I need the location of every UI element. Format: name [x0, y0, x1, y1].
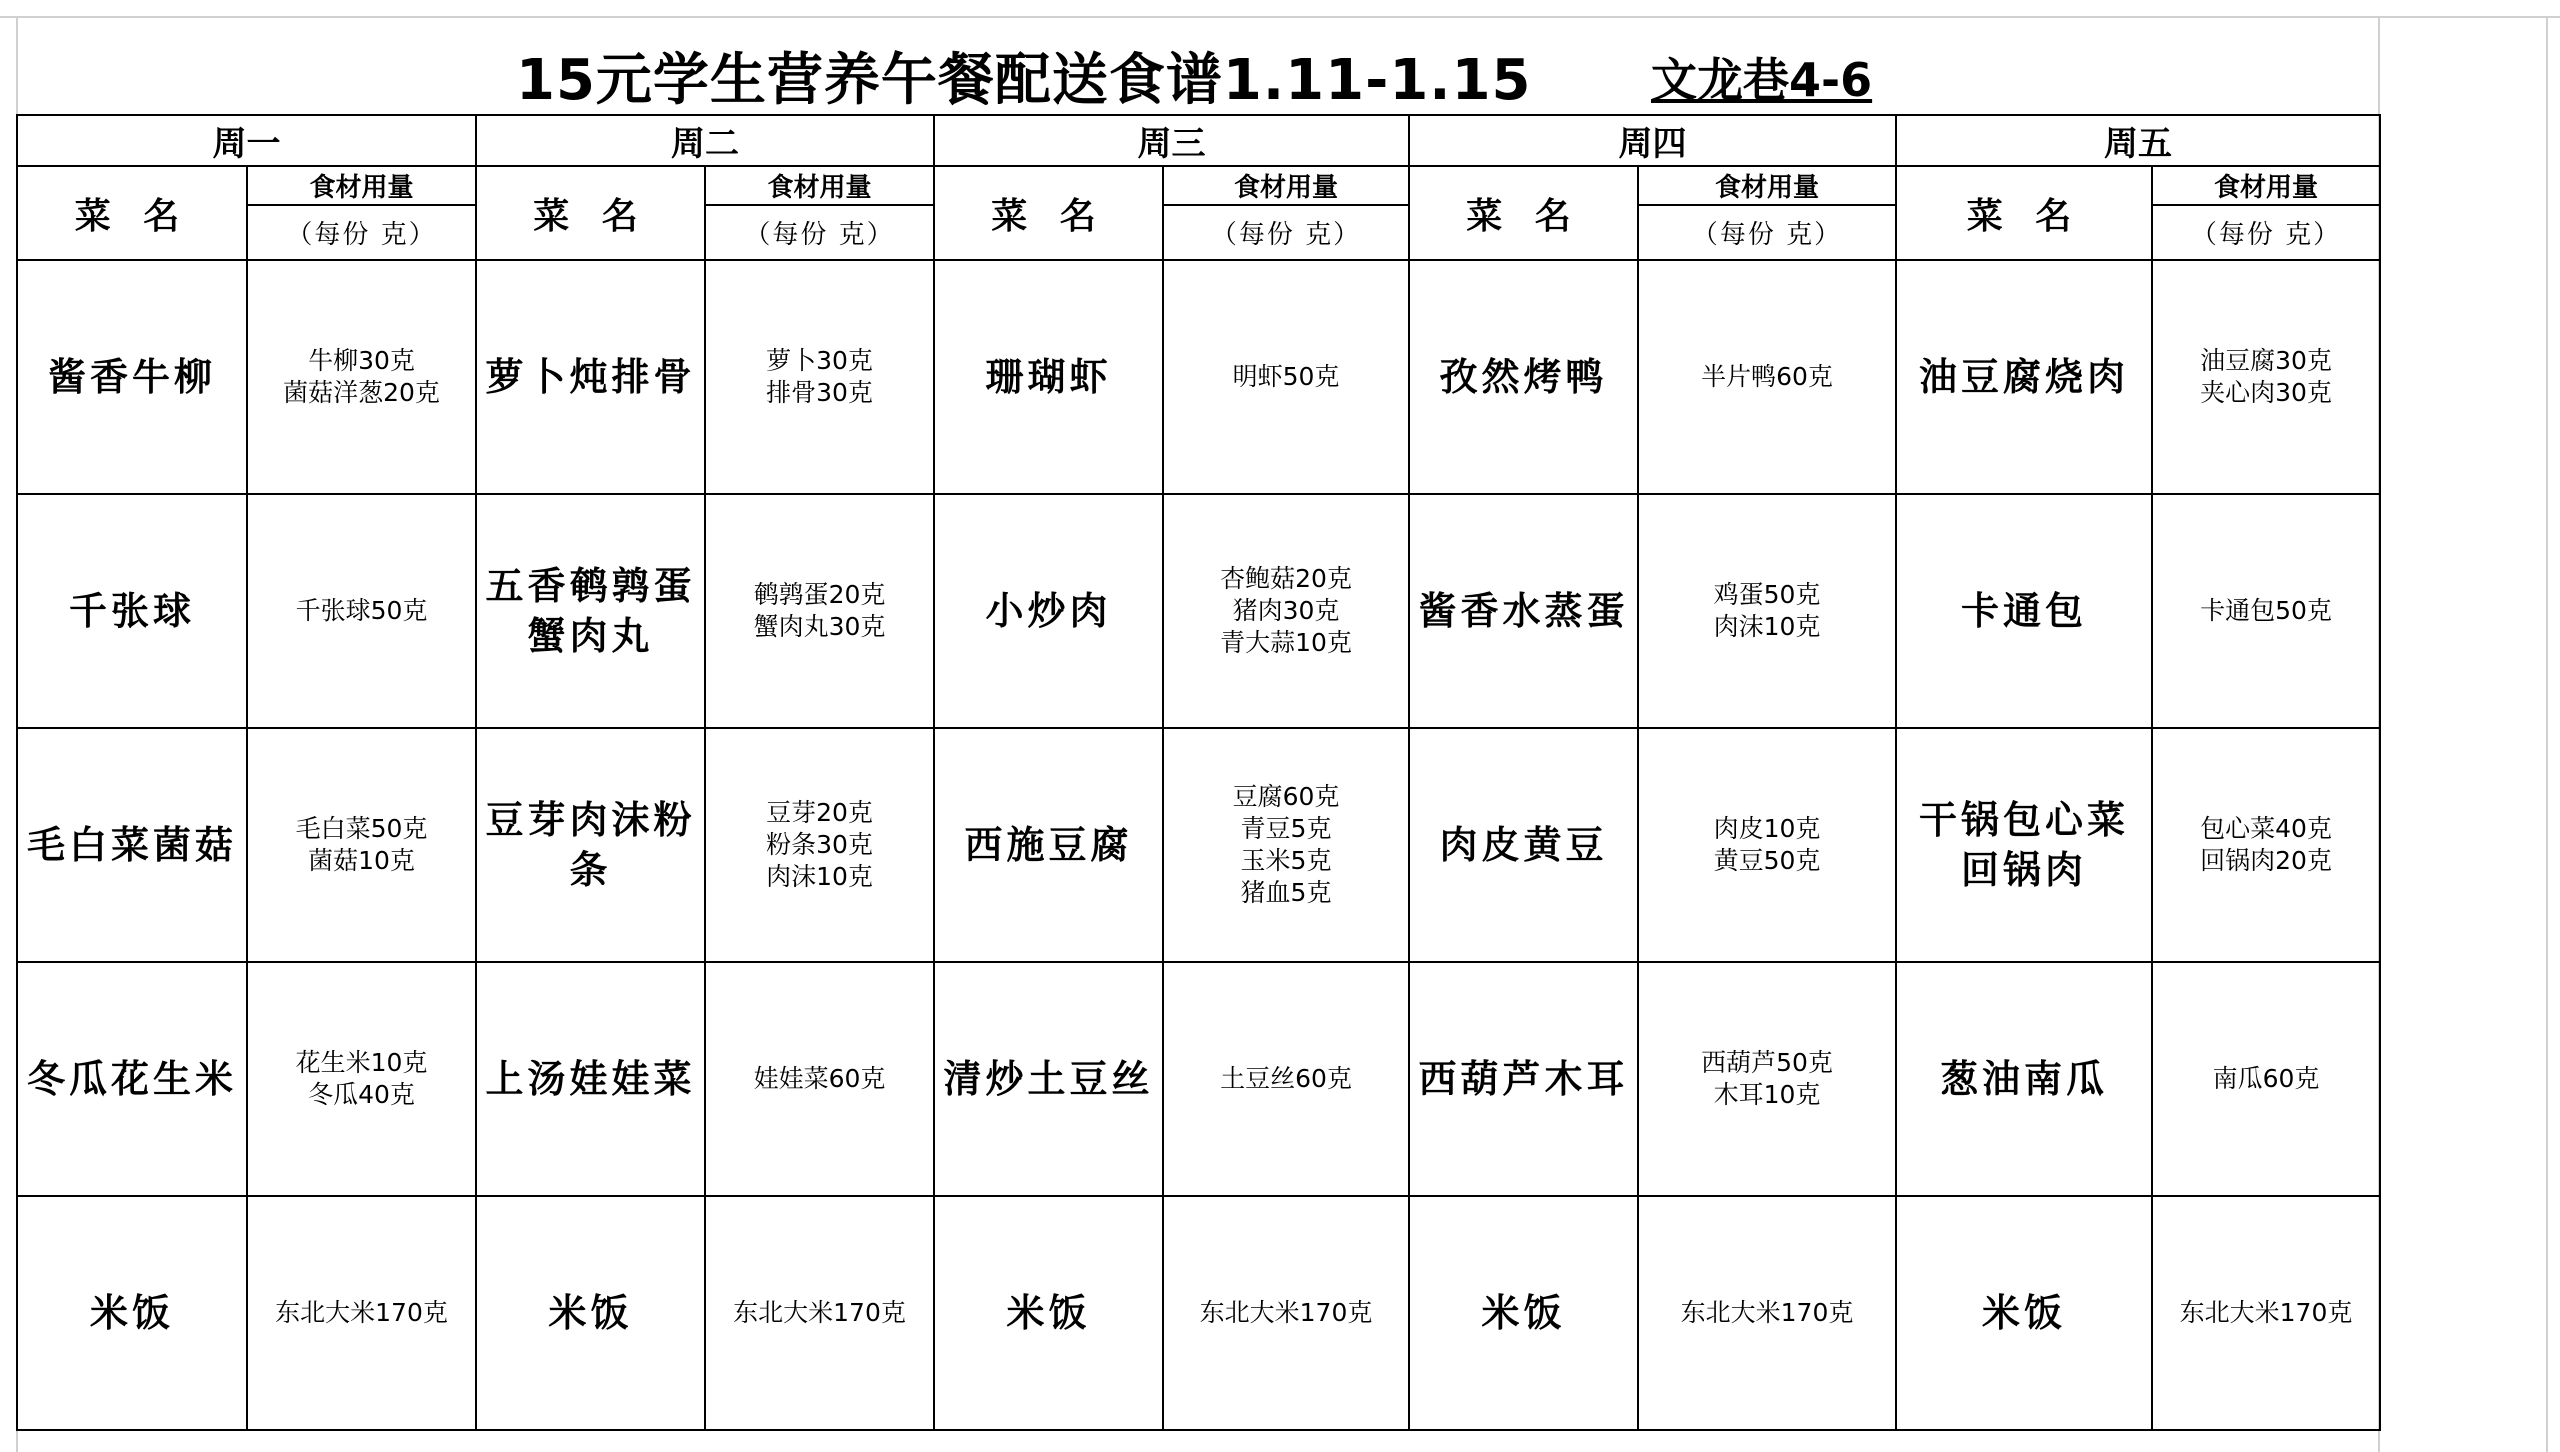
dish-name — [476, 962, 705, 1196]
ingredient-item: 肉沫10克 — [1713, 612, 1821, 641]
ingredient-amount-header: 食材用量 — [247, 166, 476, 205]
ingredient-list — [1638, 1196, 1896, 1430]
ingredient-item: 卡通包50克 — [2200, 596, 2332, 625]
dish-name — [1409, 1196, 1638, 1430]
day-header-row — [17, 115, 2380, 166]
ingredient-item: 鹌鹑蛋20克 — [753, 580, 886, 609]
ingredient-item: 黄豆50克 — [1713, 846, 1821, 875]
ingredient-list — [1638, 962, 1896, 1196]
dish-name-line: 条 — [569, 848, 612, 892]
ingredient-item: 包心菜40克 — [2200, 814, 2332, 843]
dish-name-line: 毛白菜菌菇 — [26, 823, 237, 867]
ingredient-item: 东北大米170克 — [275, 1298, 448, 1327]
ingredient-item: 毛白菜50克 — [295, 814, 428, 843]
dish-row — [17, 494, 2380, 728]
ingredient-item: 东北大米170克 — [2179, 1298, 2353, 1327]
dish-name — [476, 494, 705, 728]
dish-name-line: 千张球 — [68, 589, 195, 633]
ingredient-amount-header: 食材用量 — [1638, 166, 1896, 205]
ingredient-list — [2152, 962, 2380, 1196]
dish-name-line: 回锅肉 — [1960, 848, 2087, 892]
dish-row — [17, 962, 2380, 1196]
dish-name-line: 酱香水蒸蛋 — [1418, 589, 1629, 633]
dish-name-line: 肉皮黄豆 — [1439, 823, 1608, 867]
ingredient-item: 杏鲍菇20克 — [1220, 564, 1352, 593]
ingredient-item: 东北大米170克 — [1680, 1298, 1854, 1327]
ingredient-item: 木耳10克 — [1713, 1080, 1821, 1109]
dish-name-line: 干锅包心菜 — [1918, 798, 2129, 842]
dish-name-header: 菜 名 — [17, 166, 247, 260]
ingredient-list — [2152, 728, 2380, 962]
ingredient-list — [1163, 260, 1409, 494]
ingredient-list — [705, 1196, 934, 1430]
dish-name-header: 菜 名 — [1896, 166, 2152, 260]
dish-row — [17, 728, 2380, 962]
dish-name — [1896, 962, 2152, 1196]
dish-row — [17, 1196, 2380, 1430]
dish-name — [1409, 728, 1638, 962]
ingredient-list — [247, 728, 476, 962]
ingredient-item: 菌菇10克 — [308, 846, 415, 875]
ingredient-item: 肉沫10克 — [766, 862, 873, 891]
dish-name-line: 米饭 — [1981, 1291, 2066, 1335]
ingredient-amount-header: 食材用量 — [2152, 166, 2380, 205]
dish-name — [1409, 260, 1638, 494]
day-header: 周五 — [1896, 115, 2380, 166]
dish-name-line: 萝卜炖排骨 — [485, 355, 696, 399]
dish-name — [17, 260, 247, 494]
ingredient-list — [1163, 728, 1409, 962]
ingredient-item: 青大蒜10克 — [1220, 628, 1352, 657]
ingredient-list — [1163, 962, 1409, 1196]
dish-name — [934, 1196, 1163, 1430]
ingredient-item: 明虾50克 — [1232, 362, 1340, 391]
ingredient-amount-header: 食材用量 — [705, 166, 934, 205]
dish-name-line: 孜然烤鸭 — [1439, 355, 1608, 399]
column-header-row — [17, 166, 2380, 205]
ingredient-list — [2152, 260, 2380, 494]
ingredient-list — [247, 962, 476, 1196]
ingredient-list — [1163, 494, 1409, 728]
sheet-gridline-far-right — [2546, 16, 2548, 1452]
per-serving-grams-header: （每份 克） — [1638, 205, 1896, 260]
dish-name-line: 西葫芦木耳 — [1418, 1057, 1629, 1101]
per-serving-grams-header: （每份 克） — [1163, 205, 1409, 260]
dish-name — [1896, 728, 2152, 962]
ingredient-list — [705, 728, 934, 962]
dish-name — [934, 494, 1163, 728]
dish-name — [476, 728, 705, 962]
dish-name — [17, 728, 247, 962]
ingredient-item: 半片鸭60克 — [1701, 362, 1833, 391]
ingredient-item: 西葫芦50克 — [1701, 1048, 1833, 1077]
dish-row — [17, 260, 2380, 494]
dish-name-header: 菜 名 — [934, 166, 1163, 260]
title-row — [16, 16, 2378, 114]
dish-name-line: 小炒肉 — [985, 589, 1112, 633]
ingredient-item: 豆芽20克 — [766, 798, 873, 827]
ingredient-list — [2152, 1196, 2380, 1430]
ingredient-item: 菌菇洋葱20克 — [283, 378, 440, 407]
ingredient-item: 蟹肉丸30克 — [753, 612, 886, 641]
day-header: 周二 — [476, 115, 934, 166]
menu-table-body — [17, 115, 2380, 1430]
per-serving-grams-header: （每份 克） — [2152, 205, 2380, 260]
ingredient-list — [705, 494, 934, 728]
dish-name — [1896, 260, 2152, 494]
dish-name-header: 菜 名 — [476, 166, 705, 260]
dish-name-line: 西施豆腐 — [964, 823, 1133, 867]
dish-name — [17, 1196, 247, 1430]
ingredient-item: 牛柳30克 — [308, 346, 415, 375]
dish-name — [1896, 1196, 2152, 1430]
ingredient-item: 猪肉30克 — [1232, 596, 1340, 625]
ingredient-item: 油豆腐30克 — [2200, 346, 2332, 375]
dish-name — [1896, 494, 2152, 728]
dish-name-line: 米饭 — [548, 1291, 633, 1335]
dish-name — [1409, 962, 1638, 1196]
ingredient-item: 东北大米170克 — [1199, 1298, 1373, 1327]
dish-name — [934, 260, 1163, 494]
dish-name-line: 米饭 — [1006, 1291, 1091, 1335]
ingredient-list — [247, 1196, 476, 1430]
dish-name — [934, 962, 1163, 1196]
dish-name — [476, 1196, 705, 1430]
ingredient-item: 猪血5克 — [1240, 878, 1332, 907]
ingredient-item: 鸡蛋50克 — [1713, 580, 1821, 609]
ingredient-item: 粉条30克 — [766, 830, 873, 859]
ingredient-item: 回锅肉20克 — [2200, 846, 2332, 875]
ingredient-item: 娃娃菜60克 — [753, 1064, 886, 1093]
ingredient-list — [705, 260, 934, 494]
dish-name-line: 上汤娃娃菜 — [485, 1057, 696, 1101]
dish-name-line: 冬瓜花生米 — [26, 1057, 237, 1101]
ingredient-list — [1163, 1196, 1409, 1430]
day-header: 周三 — [934, 115, 1409, 166]
dish-name-line: 油豆腐烧肉 — [1918, 355, 2129, 399]
day-header: 周一 — [17, 115, 476, 166]
ingredient-item: 青豆5克 — [1240, 814, 1332, 843]
day-header: 周四 — [1409, 115, 1896, 166]
dish-name-line: 珊瑚虾 — [985, 355, 1112, 399]
dish-name — [17, 962, 247, 1196]
ingredient-list — [1638, 494, 1896, 728]
dish-name-line: 酱香牛柳 — [47, 355, 216, 399]
dish-name-header: 菜 名 — [1409, 166, 1638, 260]
dish-name-line: 豆芽肉沫粉 — [485, 798, 696, 842]
ingredient-item: 千张球50克 — [295, 596, 428, 625]
per-serving-grams-header: （每份 克） — [705, 205, 934, 260]
dish-name-line: 蟹肉丸 — [527, 614, 654, 658]
dish-name — [476, 260, 705, 494]
menu-table — [16, 114, 2381, 1431]
ingredient-item: 玉米5克 — [1240, 846, 1332, 875]
menu-title: 15元学生营养午餐配送食谱1.11-1.15 — [516, 48, 1532, 113]
dish-name-line: 葱油南瓜 — [1939, 1057, 2108, 1101]
dish-name-line: 清炒土豆丝 — [943, 1057, 1154, 1101]
dish-name-line: 米饭 — [89, 1291, 174, 1335]
ingredient-item: 夹心肉30克 — [2200, 378, 2332, 407]
dish-name — [934, 728, 1163, 962]
ingredient-list — [247, 494, 476, 728]
dish-name-line: 卡通包 — [1960, 589, 2087, 633]
ingredient-item: 排骨30克 — [766, 378, 873, 407]
ingredient-list — [1638, 260, 1896, 494]
ingredient-item: 冬瓜40克 — [308, 1080, 415, 1109]
ingredient-item: 萝卜30克 — [766, 346, 873, 375]
ingredient-amount-header: 食材用量 — [1163, 166, 1409, 205]
ingredient-list — [247, 260, 476, 494]
ingredient-item: 花生米10克 — [295, 1048, 428, 1077]
per-serving-grams-header: （每份 克） — [247, 205, 476, 260]
ingredient-item: 东北大米170克 — [733, 1298, 906, 1327]
ingredient-item: 土豆丝60克 — [1220, 1064, 1352, 1093]
dish-name-line: 米饭 — [1481, 1291, 1566, 1335]
ingredient-list — [705, 962, 934, 1196]
school-name: 文龙巷4-6 — [1651, 53, 1873, 107]
ingredient-item: 南瓜60克 — [2212, 1064, 2320, 1093]
dish-name — [17, 494, 247, 728]
ingredient-list — [1638, 728, 1896, 962]
dish-name-line: 五香鹌鹑蛋 — [485, 564, 696, 608]
ingredient-list — [2152, 494, 2380, 728]
ingredient-item: 肉皮10克 — [1713, 814, 1821, 843]
dish-name — [1409, 494, 1638, 728]
ingredient-item: 豆腐60克 — [1232, 782, 1340, 811]
